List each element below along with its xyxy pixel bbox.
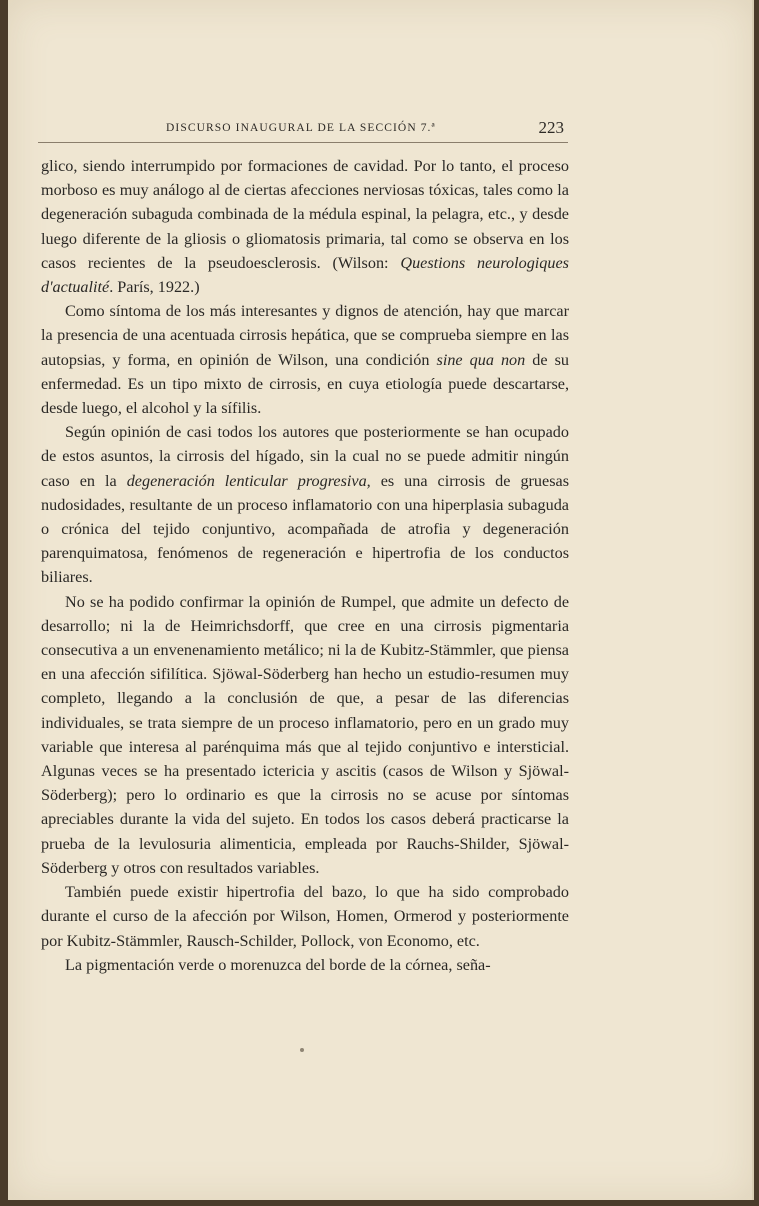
page-header <box>38 118 568 143</box>
book-page <box>8 0 754 1200</box>
disease-name-italic: degeneración lenticular progresiva, <box>126 471 371 490</box>
paragraph-3: Según opinión de casi todos los autores que posteriormente se han ocupado de estos asuntos, la cirrosis del hígado, sin la cual no se puede admitir ningún caso en la degeneración lenticular progresiva, es una cirrosis de gruesas nudosidades, resultante de un proceso inflamatorio con una hiperplasia subaguda o crónica del tejido conjuntivo, acompañada de atrofia y degeneración parenquimatosa, fenómenos de regeneración e hipertrofia de los conductos biliares. <box>41 423 569 587</box>
paragraph-1: glico, siendo interrumpido por formaciones de cavidad. Por lo tanto, el proceso morboso es muy análogo al de ciertas afecciones nerviosas tóxicas, tales como la degeneración subaguda combinada de la médula espinal, la pelagra, etc., y desde luego diferente de la gliosis o gliomatosis primaria, tal como se observa en los casos recientes de la pseudoesclerosis. (Wilson: Questions neurologiques d'actualité. París, 1922.) <box>41 157 569 297</box>
running-title: DISCURSO INAUGURAL DE LA SECCIÓN 7.ª <box>166 122 436 134</box>
paragraph-5: También puede existir hipertrofia del bazo, lo que ha sido comprobado durante el curso de la afección por Wilson, Homen, Ormerod y posteriormente por Kubitz-Stämmler, Rausch-Schilder, Pollock, von Economo, etc. <box>41 883 569 950</box>
paragraph-6: La pigmentación verde o morenuzca del borde de la córnea, seña- <box>65 955 491 974</box>
paragraph-2: Como síntoma de los más interesantes y dignos de atención, hay que marcar la presencia de una acentuada cirrosis hepática, que se comprueba siempre en las autopsias, y forma, en opinión de Wilson, una condición sine qua non de su enfermedad. Es un tipo mixto de cirrosis, en cuya etiología puede descartarse, desde luego, el alcohol y la sífilis. <box>41 302 569 418</box>
book-title-italic: Questions neurologiques d'actualité <box>41 253 569 297</box>
paragraph-4: No se ha podido confirmar la opinión de Rumpel, que admite un defecto de desarrollo; ni la de Heimrichsdorff, que cree en una cirrosis pigmentaria consecutiva a un envenenamiento metálico; ni la de Kubitz-Stämmler, que piensa en una afección sifilítica. Sjöwal-Söderberg han hecho un estudio-resumen muy completo, llegando a la conclusión de que, a pesar de las diferencias individuales, se trata siempre de un proceso inflamatorio, pero en un grado muy variable que interesa al parénquima más que al tejido conjuntivo e intersticial. Algunas veces se ha presentado ictericia y ascitis (casos de Wilson y Sjöwal-Söderberg); pero lo ordinario es que la cirrosis no se acuse por síntomas apreciables durante la vida del sujeto. En todos los casos deberá practicarse la prueba de la levulosuria alimenticia, empleada por Rauchs-Shilder, Sjöwal-Söderberg y otros con resultados variables. <box>41 592 569 877</box>
page-number: 223 <box>538 118 564 137</box>
ink-speck <box>300 1048 304 1052</box>
latin-phrase-italic: sine qua non <box>436 350 526 369</box>
body-text <box>41 154 569 977</box>
